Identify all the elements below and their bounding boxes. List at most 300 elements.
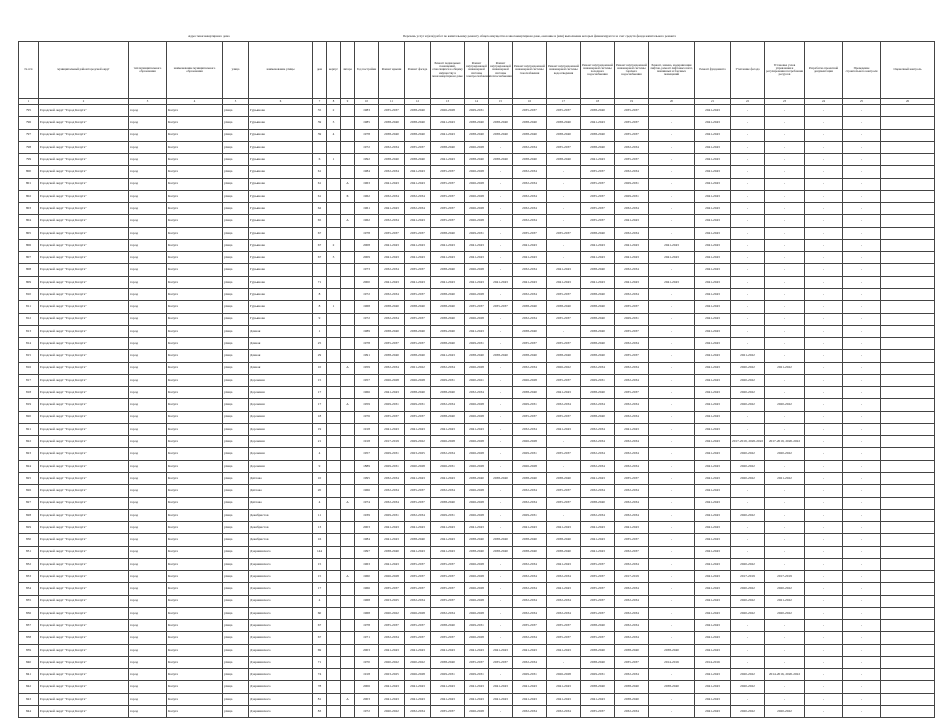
table-cell: улица (223, 203, 249, 215)
table-cell: 2041-2043 (431, 117, 465, 129)
table-cell: улица (223, 669, 249, 681)
table-cell (341, 522, 355, 534)
table-cell (341, 472, 355, 484)
table-cell: 2035-2037 (379, 105, 405, 117)
table-cell: 2041-2043 (695, 215, 731, 227)
table-row (19, 276, 935, 288)
table-cell: 2041-2043 (431, 681, 465, 693)
table-cell: Городской округ "Город Калуга" (39, 681, 129, 693)
column-header: наименование улицы (249, 42, 313, 99)
table-cell: - (765, 166, 805, 178)
table-cell: 2041-2043 (695, 105, 731, 117)
table-cell: Калуга (167, 411, 223, 423)
table-cell: 2035-2037 (465, 301, 489, 313)
table-cell: 67 (313, 632, 327, 644)
table-cell: 2038-2040 (513, 129, 547, 141)
table-cell: - (489, 178, 513, 190)
table-cell: - (765, 227, 805, 239)
table-cell: Калуга (167, 681, 223, 693)
table-cell: 4 (313, 595, 327, 607)
table-cell: 823 (19, 448, 39, 460)
table-cell (341, 338, 355, 350)
table-cell: - (731, 534, 765, 546)
table-cell: - (843, 215, 881, 227)
table-cell: Дзержинского (249, 571, 313, 583)
table-cell (341, 632, 355, 644)
table-row (19, 706, 935, 718)
table-cell: 2035-2037 (615, 387, 649, 399)
table-cell: улица (223, 497, 249, 509)
table-cell: 2038-2040 (649, 681, 695, 693)
table-cell: - (489, 264, 513, 276)
table-cell: 2041-2043 (547, 681, 581, 693)
table-cell: - (805, 252, 843, 264)
table-cell: 2032-2034 (379, 632, 405, 644)
table-cell: 2041-2043 (547, 693, 581, 705)
table-cell: Калуга (167, 472, 223, 484)
table-cell: 2041-2043 (489, 681, 513, 693)
column-header: Ремонт внутридомовой инженерной системы электроснабжения (465, 42, 489, 99)
table-cell: - (843, 534, 881, 546)
table-cell: 2038-2040 (547, 534, 581, 546)
table-cell: город (129, 227, 167, 239)
table-row (19, 656, 935, 668)
column-header: Ремонт внутридомовой инженерной системы теплоснабжения (489, 42, 513, 99)
table-cell: Калуга (167, 693, 223, 705)
table-cell (327, 350, 341, 362)
table-cell: - (843, 325, 881, 337)
table-cell: - (649, 141, 695, 153)
table-cell: 6 (313, 154, 327, 166)
table-cell: 2038-2040 (379, 301, 405, 313)
table-cell: город (129, 607, 167, 619)
table-cell: улица (223, 338, 249, 350)
table-cell: Дачная (249, 350, 313, 362)
table-cell: Городской округ "Город Калуга" (39, 252, 129, 264)
table-cell: 2038-2040 (547, 154, 581, 166)
table-cell (327, 571, 341, 583)
table-cell: 2041-2043 (695, 620, 731, 632)
table-cell: 2020-2022 (731, 387, 765, 399)
table-cell: - (731, 423, 765, 435)
table-cell: - (805, 656, 843, 668)
table-cell: - (731, 203, 765, 215)
table-cell: 69 (313, 644, 327, 656)
table-cell (341, 141, 355, 153)
table-cell: - (843, 423, 881, 435)
table-cell: 2038-2040 (379, 129, 405, 141)
table-cell: 2041-2043 (465, 423, 489, 435)
table-cell (881, 706, 935, 718)
table-cell: 21 (313, 436, 327, 448)
table-cell (881, 681, 935, 693)
table-cell: 1957 (355, 374, 379, 386)
table-cell (881, 276, 935, 288)
table-cell: 2032-2034 (581, 436, 615, 448)
table-cell: 4 (327, 129, 341, 141)
table-cell: 2032-2034 (513, 203, 547, 215)
table-cell: - (489, 215, 513, 227)
table-cell: 1 (327, 154, 341, 166)
table-cell: - (765, 338, 805, 350)
table-cell: 2026-2028 (465, 497, 489, 509)
table-cell: 2041-2043 (379, 387, 405, 399)
table-cell: 1976 (355, 411, 379, 423)
table-cell: 2038-2040 (431, 411, 465, 423)
table-cell (341, 644, 355, 656)
table-cell: - (805, 595, 843, 607)
table-cell: - (731, 522, 765, 534)
table-cell (327, 362, 341, 374)
table-cell: Б (341, 190, 355, 202)
table-cell: 843 (19, 693, 39, 705)
table-cell: 2032-2034 (615, 460, 649, 472)
table-cell: город (129, 399, 167, 411)
table-cell (327, 276, 341, 288)
column-header: улица (223, 42, 249, 99)
table-cell: А (341, 178, 355, 190)
table-cell (327, 338, 341, 350)
table-cell: - (731, 117, 765, 129)
table-title-bar (18, 33, 898, 41)
table-cell: Калуга (167, 252, 223, 264)
table-cell: 2038-2040 (465, 129, 489, 141)
table-cell: 2041-2043 (695, 546, 731, 558)
table-cell: 2041-2043 (431, 350, 465, 362)
table-cell: Городской округ "Город Калуга" (39, 485, 129, 497)
table-cell: 829 (19, 522, 39, 534)
table-cell: Дорожная (249, 423, 313, 435)
table-cell: 2032-2034 (431, 362, 465, 374)
table-cell: 2032-2034 (405, 706, 431, 718)
table-cell: 2020-2021 (465, 374, 489, 386)
table-cell: 2041-2043 (547, 387, 581, 399)
table-cell: Калуга (167, 105, 223, 117)
table-cell: - (805, 178, 843, 190)
table-cell: город (129, 203, 167, 215)
table-cell: - (805, 239, 843, 251)
table-cell: 2029-2031 (379, 460, 405, 472)
table-cell: 2041-2043 (695, 411, 731, 423)
table-cell: - (805, 288, 843, 300)
table-cell: 2038-2040 (465, 154, 489, 166)
table-cell: 2041-2043 (513, 239, 547, 251)
table-cell (881, 472, 935, 484)
table-cell: Городской округ "Город Калуга" (39, 546, 129, 558)
table-cell: город (129, 571, 167, 583)
table-cell: 2038-2040 (547, 546, 581, 558)
table-cell (881, 656, 935, 668)
table-cell: 2038-2040 (489, 117, 513, 129)
table-cell: 2032-2034 (513, 571, 547, 583)
table-cell: 2020-2022 (405, 656, 431, 668)
table-cell: 2041-2043 (695, 276, 731, 288)
table-cell: 2032-2034 (615, 620, 649, 632)
table-cell: Дятлово (249, 485, 313, 497)
table-cell: 810 (19, 288, 39, 300)
table-cell: 11 (313, 509, 327, 521)
table-cell: - (649, 129, 695, 141)
table-cell: 2038-2040 (405, 325, 431, 337)
table-cell (881, 105, 935, 117)
table-cell: 2041-2043 (695, 313, 731, 325)
table-cell: 2041-2043 (379, 534, 405, 546)
column-number: 23 (765, 99, 805, 105)
table-cell: город (129, 387, 167, 399)
table-cell: 2026-2028 (465, 558, 489, 570)
table-cell: 2041-2043 (431, 239, 465, 251)
table-cell: 2041-2043 (513, 276, 547, 288)
table-cell: Дзержинского (249, 558, 313, 570)
table-cell: 2038-2040 (405, 387, 431, 399)
table-cell (327, 509, 341, 521)
table-cell: 2041-2043 (465, 276, 489, 288)
table-cell: 798 (19, 141, 39, 153)
table-cell: - (843, 117, 881, 129)
table-cell: 2041-2043 (405, 681, 431, 693)
column-header: Ремонт внутридомовой инженерной системы горячего водоснабжения (615, 42, 649, 99)
table-cell: 2038-2040 (379, 350, 405, 362)
table-cell: 2041-2043 (405, 166, 431, 178)
table-cell: 2035-2037 (405, 632, 431, 644)
table-cell: 1978 (355, 620, 379, 632)
table-cell: - (547, 252, 581, 264)
table-cell: 1978 (355, 227, 379, 239)
table-cell: улица (223, 190, 249, 202)
table-cell: 2041-2043 (513, 681, 547, 693)
table-cell: 2038-2040 (513, 387, 547, 399)
table-cell: Калуга (167, 264, 223, 276)
table-cell: 2032-2034 (615, 706, 649, 718)
table-cell: - (489, 105, 513, 117)
column-number: 10 (355, 99, 379, 105)
table-cell: - (805, 215, 843, 227)
table-cell: Дачная (249, 325, 313, 337)
table-cell (327, 288, 341, 300)
table-cell: - (843, 656, 881, 668)
table-cell: 2035-2037 (405, 141, 431, 153)
table-cell: 2020-2022 (765, 706, 805, 718)
table-cell: 2035-2037 (581, 571, 615, 583)
table-cell: 2032-2034 (615, 436, 649, 448)
table-cell: - (765, 387, 805, 399)
table-cell: 2038-2040 (581, 105, 615, 117)
table-cell: 2038-2040 (581, 338, 615, 350)
table-cell: 2041-2043 (379, 252, 405, 264)
table-cell: 2041-2043 (695, 362, 731, 374)
table-cell: 2035-2037 (547, 374, 581, 386)
column-number: 21 (695, 99, 731, 105)
table-cell: 2038-2040 (489, 129, 513, 141)
table-cell: 2035-2037 (431, 558, 465, 570)
table-cell: 2035-2037 (405, 313, 431, 325)
table-cell: 2026-2028 (465, 583, 489, 595)
table-cell: 2035-2037 (615, 117, 649, 129)
table-cell: город (129, 141, 167, 153)
column-number: 22 (731, 99, 765, 105)
table-cell: улица (223, 448, 249, 460)
table-cell: Дачная (249, 362, 313, 374)
table-cell: Гурьянова (249, 117, 313, 129)
table-cell: Гурьянова (249, 301, 313, 313)
table-cell: - (547, 178, 581, 190)
table-cell (327, 497, 341, 509)
table-cell: город (129, 644, 167, 656)
table-cell: 2029-2031 (465, 105, 489, 117)
table-cell: 39 (313, 117, 327, 129)
table-cell: - (731, 288, 765, 300)
table-cell: - (649, 203, 695, 215)
table-cell: - (805, 301, 843, 313)
column-header: Ремонт крыши (379, 42, 405, 99)
table-cell: 2038-2040 (379, 325, 405, 337)
table-cell: - (489, 166, 513, 178)
table-cell: 2032-2034 (581, 448, 615, 460)
table-cell: 2041-2043 (379, 178, 405, 190)
table-cell: 1966 (355, 387, 379, 399)
table-cell (341, 509, 355, 521)
table-cell: Калуга (167, 620, 223, 632)
table-cell: 2041-2043 (695, 301, 731, 313)
table-cell: 3 (327, 252, 341, 264)
table-cell: 2032-2034 (615, 607, 649, 619)
table-cell: - (843, 178, 881, 190)
table-cell: 2035-2037 (465, 656, 489, 668)
table-cell: 2032-2034 (513, 595, 547, 607)
table-cell: 2026-2028 (465, 595, 489, 607)
table-cell: А (341, 399, 355, 411)
table-cell: 2041-2043 (431, 546, 465, 558)
table-cell (341, 423, 355, 435)
table-cell: 2020-2022 (765, 607, 805, 619)
table-cell: - (649, 105, 695, 117)
table-cell: 144 (313, 546, 327, 558)
table-cell: - (731, 215, 765, 227)
table-cell: 807 (19, 252, 39, 264)
table-cell: 2041-2043 (379, 558, 405, 570)
table-cell: - (731, 338, 765, 350)
table-cell: 2009 (355, 252, 379, 264)
table-cell: 2035-2037 (405, 558, 431, 570)
table-cell: 2026-2028 (431, 436, 465, 448)
table-cell: 2041-2043 (489, 276, 513, 288)
table-cell: Калуга (167, 706, 223, 718)
table-cell: - (843, 706, 881, 718)
table-cell: - (649, 288, 695, 300)
table-cell: - (649, 522, 695, 534)
table-cell (327, 632, 341, 644)
table-cell: 2041-2043 (431, 644, 465, 656)
table-row (19, 227, 935, 239)
table-cell: Калуга (167, 154, 223, 166)
table-cell: - (489, 325, 513, 337)
table-cell: - (649, 423, 695, 435)
table-cell: 2029-2031 (615, 190, 649, 202)
table-cell: 2026-2028 (405, 607, 431, 619)
table-cell: Дятлово (249, 472, 313, 484)
table-cell: Калуга (167, 436, 223, 448)
table-cell: Калуга (167, 534, 223, 546)
table-row (19, 288, 935, 300)
table-cell: Калуга (167, 190, 223, 202)
table-cell: 2035-2037 (431, 203, 465, 215)
table-cell: город (129, 423, 167, 435)
column-header: дом (313, 42, 327, 99)
table-cell: 809 (19, 276, 39, 288)
table-cell: город (129, 276, 167, 288)
table-cell: Калуга (167, 141, 223, 153)
table-cell (327, 534, 341, 546)
table-cell: 1918 (355, 423, 379, 435)
table-row (19, 399, 935, 411)
table-cell: город (129, 583, 167, 595)
table-cell (327, 399, 341, 411)
table-cell: Дзержинского (249, 607, 313, 619)
table-cell: 2032-2034 (581, 399, 615, 411)
table-cell: - (765, 129, 805, 141)
table-cell: Городской округ "Город Калуга" (39, 423, 129, 435)
table-cell: - (765, 509, 805, 521)
table-cell: 2041-2043 (615, 215, 649, 227)
table-cell: - (805, 129, 843, 141)
table-cell: - (765, 497, 805, 509)
table-cell: улица (223, 436, 249, 448)
table-cell: 2026-2028 (465, 288, 489, 300)
table-cell: 2020-2022 (731, 558, 765, 570)
table-cell: 833 (19, 571, 39, 583)
table-cell: 8 (313, 301, 327, 313)
table-cell: 812 (19, 313, 39, 325)
table-cell: - (765, 558, 805, 570)
table-cell: 819 (19, 399, 39, 411)
table-cell: - (731, 411, 765, 423)
table-cell: - (805, 313, 843, 325)
table-cell: 2038-2040 (581, 129, 615, 141)
table-cell: - (649, 215, 695, 227)
table-cell: 2041-2043 (695, 117, 731, 129)
table-cell: 2038-2040 (649, 644, 695, 656)
table-cell: - (765, 264, 805, 276)
table-cell: 2038-2040 (581, 681, 615, 693)
table-cell: 61 (313, 178, 327, 190)
table-cell: - (731, 693, 765, 705)
table-cell: Дзержинского (249, 620, 313, 632)
table-cell: 2038-2040 (513, 301, 547, 313)
table-cell: 2020-2022 (731, 509, 765, 521)
table-cell: 2041-2043 (695, 227, 731, 239)
column-number: 18 (581, 99, 615, 105)
table-row (19, 374, 935, 386)
table-cell: Городской округ "Город Калуга" (39, 325, 129, 337)
table-cell: - (731, 325, 765, 337)
table-cell: Калуга (167, 632, 223, 644)
table-cell: - (843, 497, 881, 509)
table-cell: 1973 (355, 264, 379, 276)
table-cell (327, 215, 341, 227)
table-cell: - (649, 460, 695, 472)
table-cell: 806 (19, 239, 39, 251)
table-cell: Калуга (167, 288, 223, 300)
table-cell: 2038-2040 (513, 472, 547, 484)
table-cell: 801 (19, 178, 39, 190)
table-cell: 2035-2037 (581, 215, 615, 227)
table-cell: 2035-2037 (615, 534, 649, 546)
table-cell: 2041-2043 (695, 607, 731, 619)
table-cell: 2021-2022 (405, 362, 431, 374)
table-cell: - (649, 620, 695, 632)
table-cell: город (129, 411, 167, 423)
table-cell (341, 620, 355, 632)
